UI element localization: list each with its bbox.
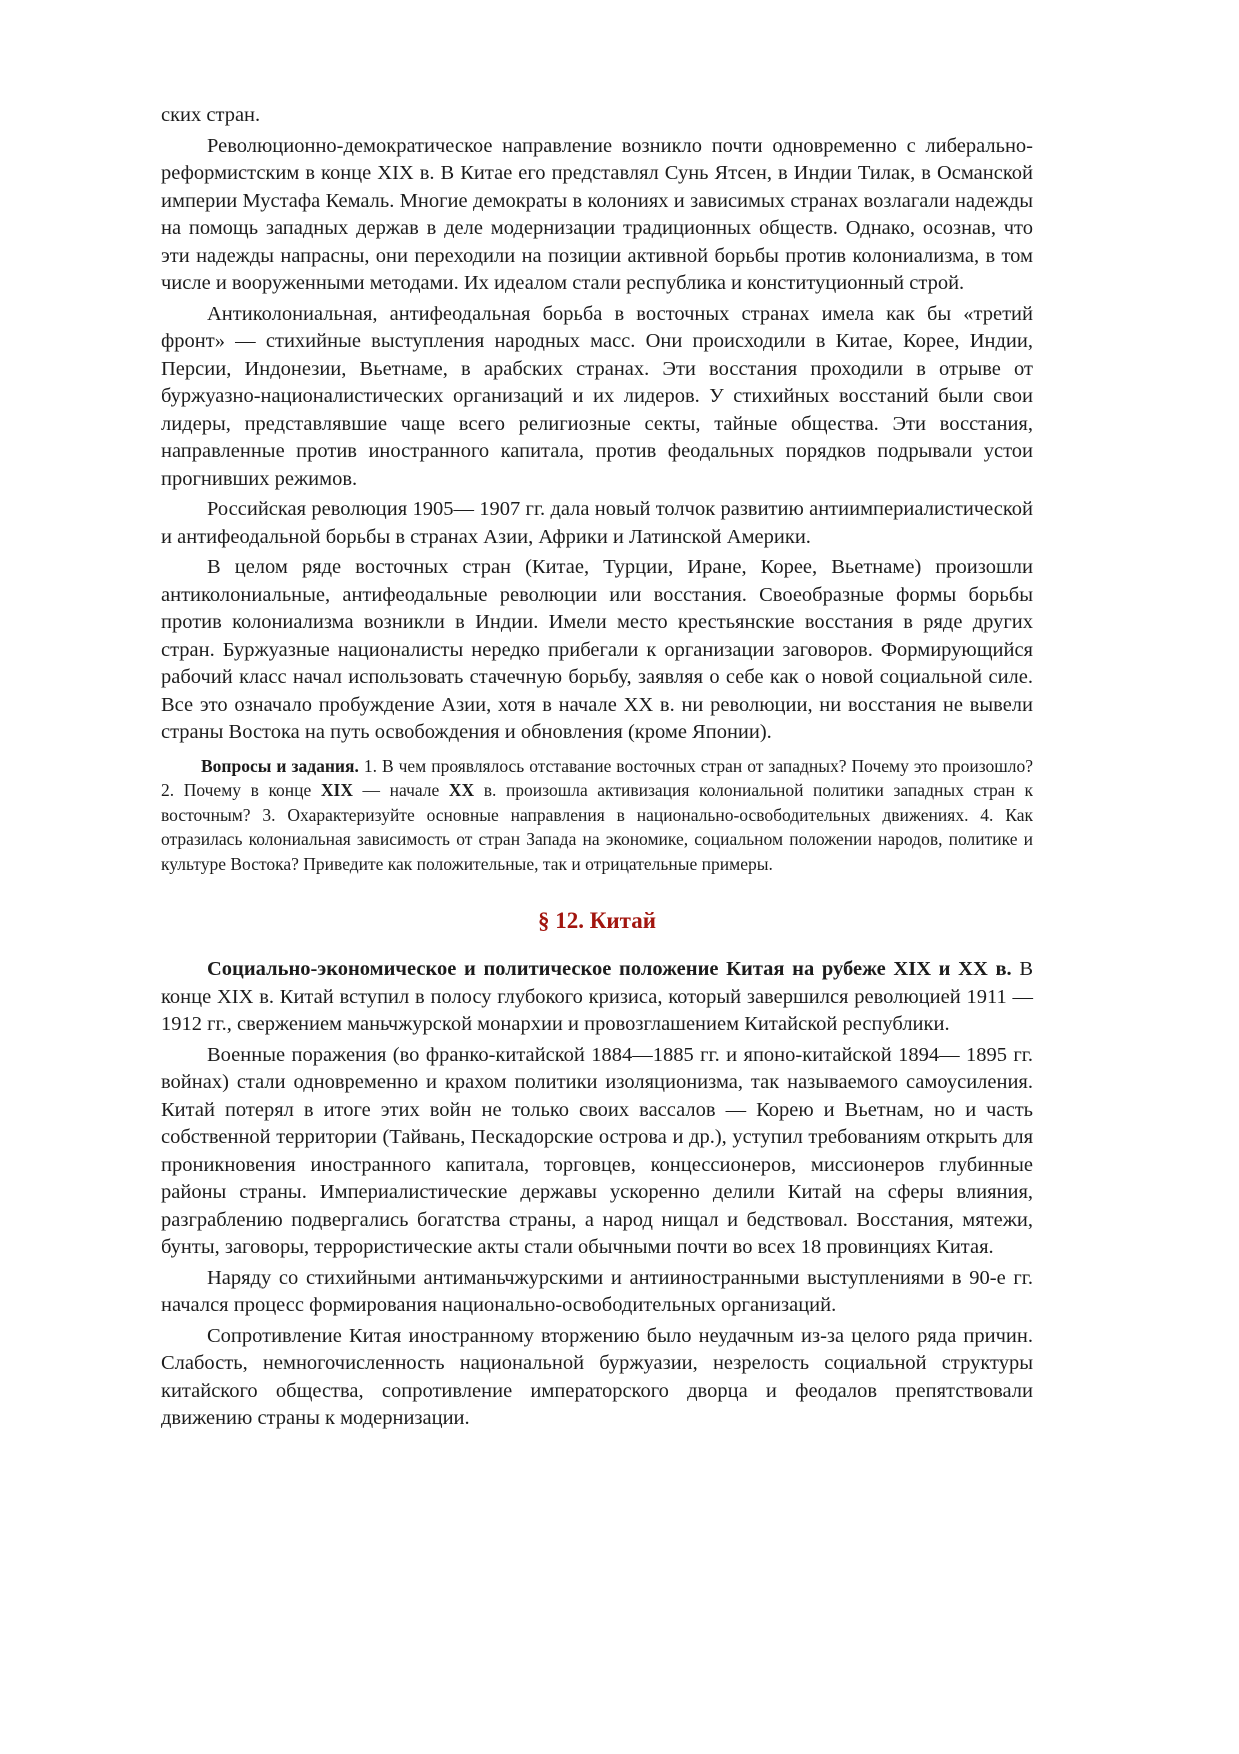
section-paragraph-text: В конце XIX в. Китай вступил в полосу глубокого кризиса, который завершился революцией 1911 —1912 гг., свержением маньчжурской монархии и провозглашением Китайской республики.	[161, 958, 1033, 1035]
paragraph-continuation: ских стран.	[161, 104, 261, 126]
questions-label: Вопросы и задания.	[201, 755, 359, 776]
section-paragraph: Военные поражения (во франко-китайской 1884—1885 гг. и японо-китайской 1894— 1895 гг. войнах) стали одновременно и крахом политики изоляционизма, так называемого самоусиления. Китай потерял в итоге этих войн не только своих вассалов — Корею и Вьетнам, но и часть собственной территории (Тайвань, Пескадорские острова и др.), уступил требованиям открыть для проникновения иностранного капитала, торговцев, концессионеров, миссионеров глубинные районы страны. Империалистические державы ускоренно делили Китай на сферы влияния, разграблению подвергались богатства страны, а народ нищал и бедствовал. Восстания, мятежи, бунты, заговоры, террористические акты стали обычными почти во всех 18 провинциях Китая.	[161, 1043, 1033, 1258]
section-paragraph-bold-lead: Социально-экономическое и политическое положение Китая на рубеже XIX и XX в.	[207, 958, 1012, 980]
body-paragraph: Российская революция 1905— 1907 гг. дала новый толчок развитию антиимпериалистической и антифеодальной борьбы в странах Азии, Африки и Латинской Америки.	[161, 498, 1033, 548]
questions-text-bold: XX	[448, 780, 475, 800]
questions-text-bold: XIX	[320, 780, 353, 800]
document-page	[161, 102, 1033, 1436]
body-paragraph: Антиколониальная, антифеодальная борьба в восточных странах имела как бы «третий фронт» — стихийные выступления народных масс. Они происходили в Китае, Корее, Индии, Персии, Индонезии, Вьетнаме, в арабских странах. Эти восстания проходили в отрыве от буржуазно-националистических организаций и их лидеров. У стихийных восстаний были свои лидеры, представлявшие чаще всего религиозные секты, тайные общества. Эти восстания, направленные против иностранного капитала, против феодальных порядков подрывали устои прогнивших режимов.	[161, 302, 1033, 490]
questions-block	[161, 754, 1033, 877]
questions-text: 1. В чем проявлялось отставание восточных стран от западных? Почему это произошло? 2. Почему в конце	[161, 755, 1033, 800]
body-paragraph: Революционно-демократическое направление возникло почти одновременно с либерально-реформистским в конце XIX в. В Китае его представлял Сунь Ятсен, в Индии Тилак, в Османской империи Мустафа Кемаль. Многие демократы в колониях и зависимых странах возлагали надежды на помощь западных держав в деле модернизации традиционных обществ. Однако, осознав, что эти надежды напрасны, они переходили на позиции активной борьбы против колониализма, в том числе и вооруженными методами. Их идеалом стали республика и конституционный строй.	[161, 134, 1033, 294]
section-paragraph: Наряду со стихийными антиманьчжурскими и антииностранными выступлениями в 90-е гг. начался процесс формирования национально-освободительных организаций.	[161, 1266, 1033, 1316]
questions-text: в. произошла активизация колониальной политики западных стран к восточным? 3. Охарактеризуйте основные направления в национально-освободительных движениях. 4. Как отразилась колониальная зависимость от стран Запада на экономике, социальном положении народов, политике и культуре Востока? Приведите как положительные, так и отрицательные примеры.	[161, 780, 1034, 874]
section-paragraph: Сопротивление Китая иностранному вторжению было неудачным из-за целого ряда причин. Слабость, немногочисленность национальной буржуазии, незрелость социальной структуры китайского общества, сопротивление императорского дворца и феодалов препятствовали движению страны к модернизации.	[161, 1324, 1033, 1429]
section-heading: § 12. Китай	[537, 908, 656, 933]
questions-text: — начале	[352, 780, 449, 800]
section-paragraph	[161, 956, 1033, 1039]
body-paragraph: В целом ряде восточных стран (Китае, Турции, Иране, Корее, Вьетнаме) произошли антиколониальные, антифеодальные революции или восстания. Своеобразные формы борьбы против колониализма возникли в Индии. Имели место крестьянские восстания в ряде других стран. Буржуазные националисты нередко прибегали к организации заговоров. Формирующийся рабочий класс начал использовать стачечную борьбу, заявляя о себе как о новой социальной силе. Все это означало пробуждение Азии, хотя в начале XX в. ни революции, ни восстания не вывели страны Востока на путь освобождения и обновления (кроме Японии).	[161, 556, 1033, 743]
